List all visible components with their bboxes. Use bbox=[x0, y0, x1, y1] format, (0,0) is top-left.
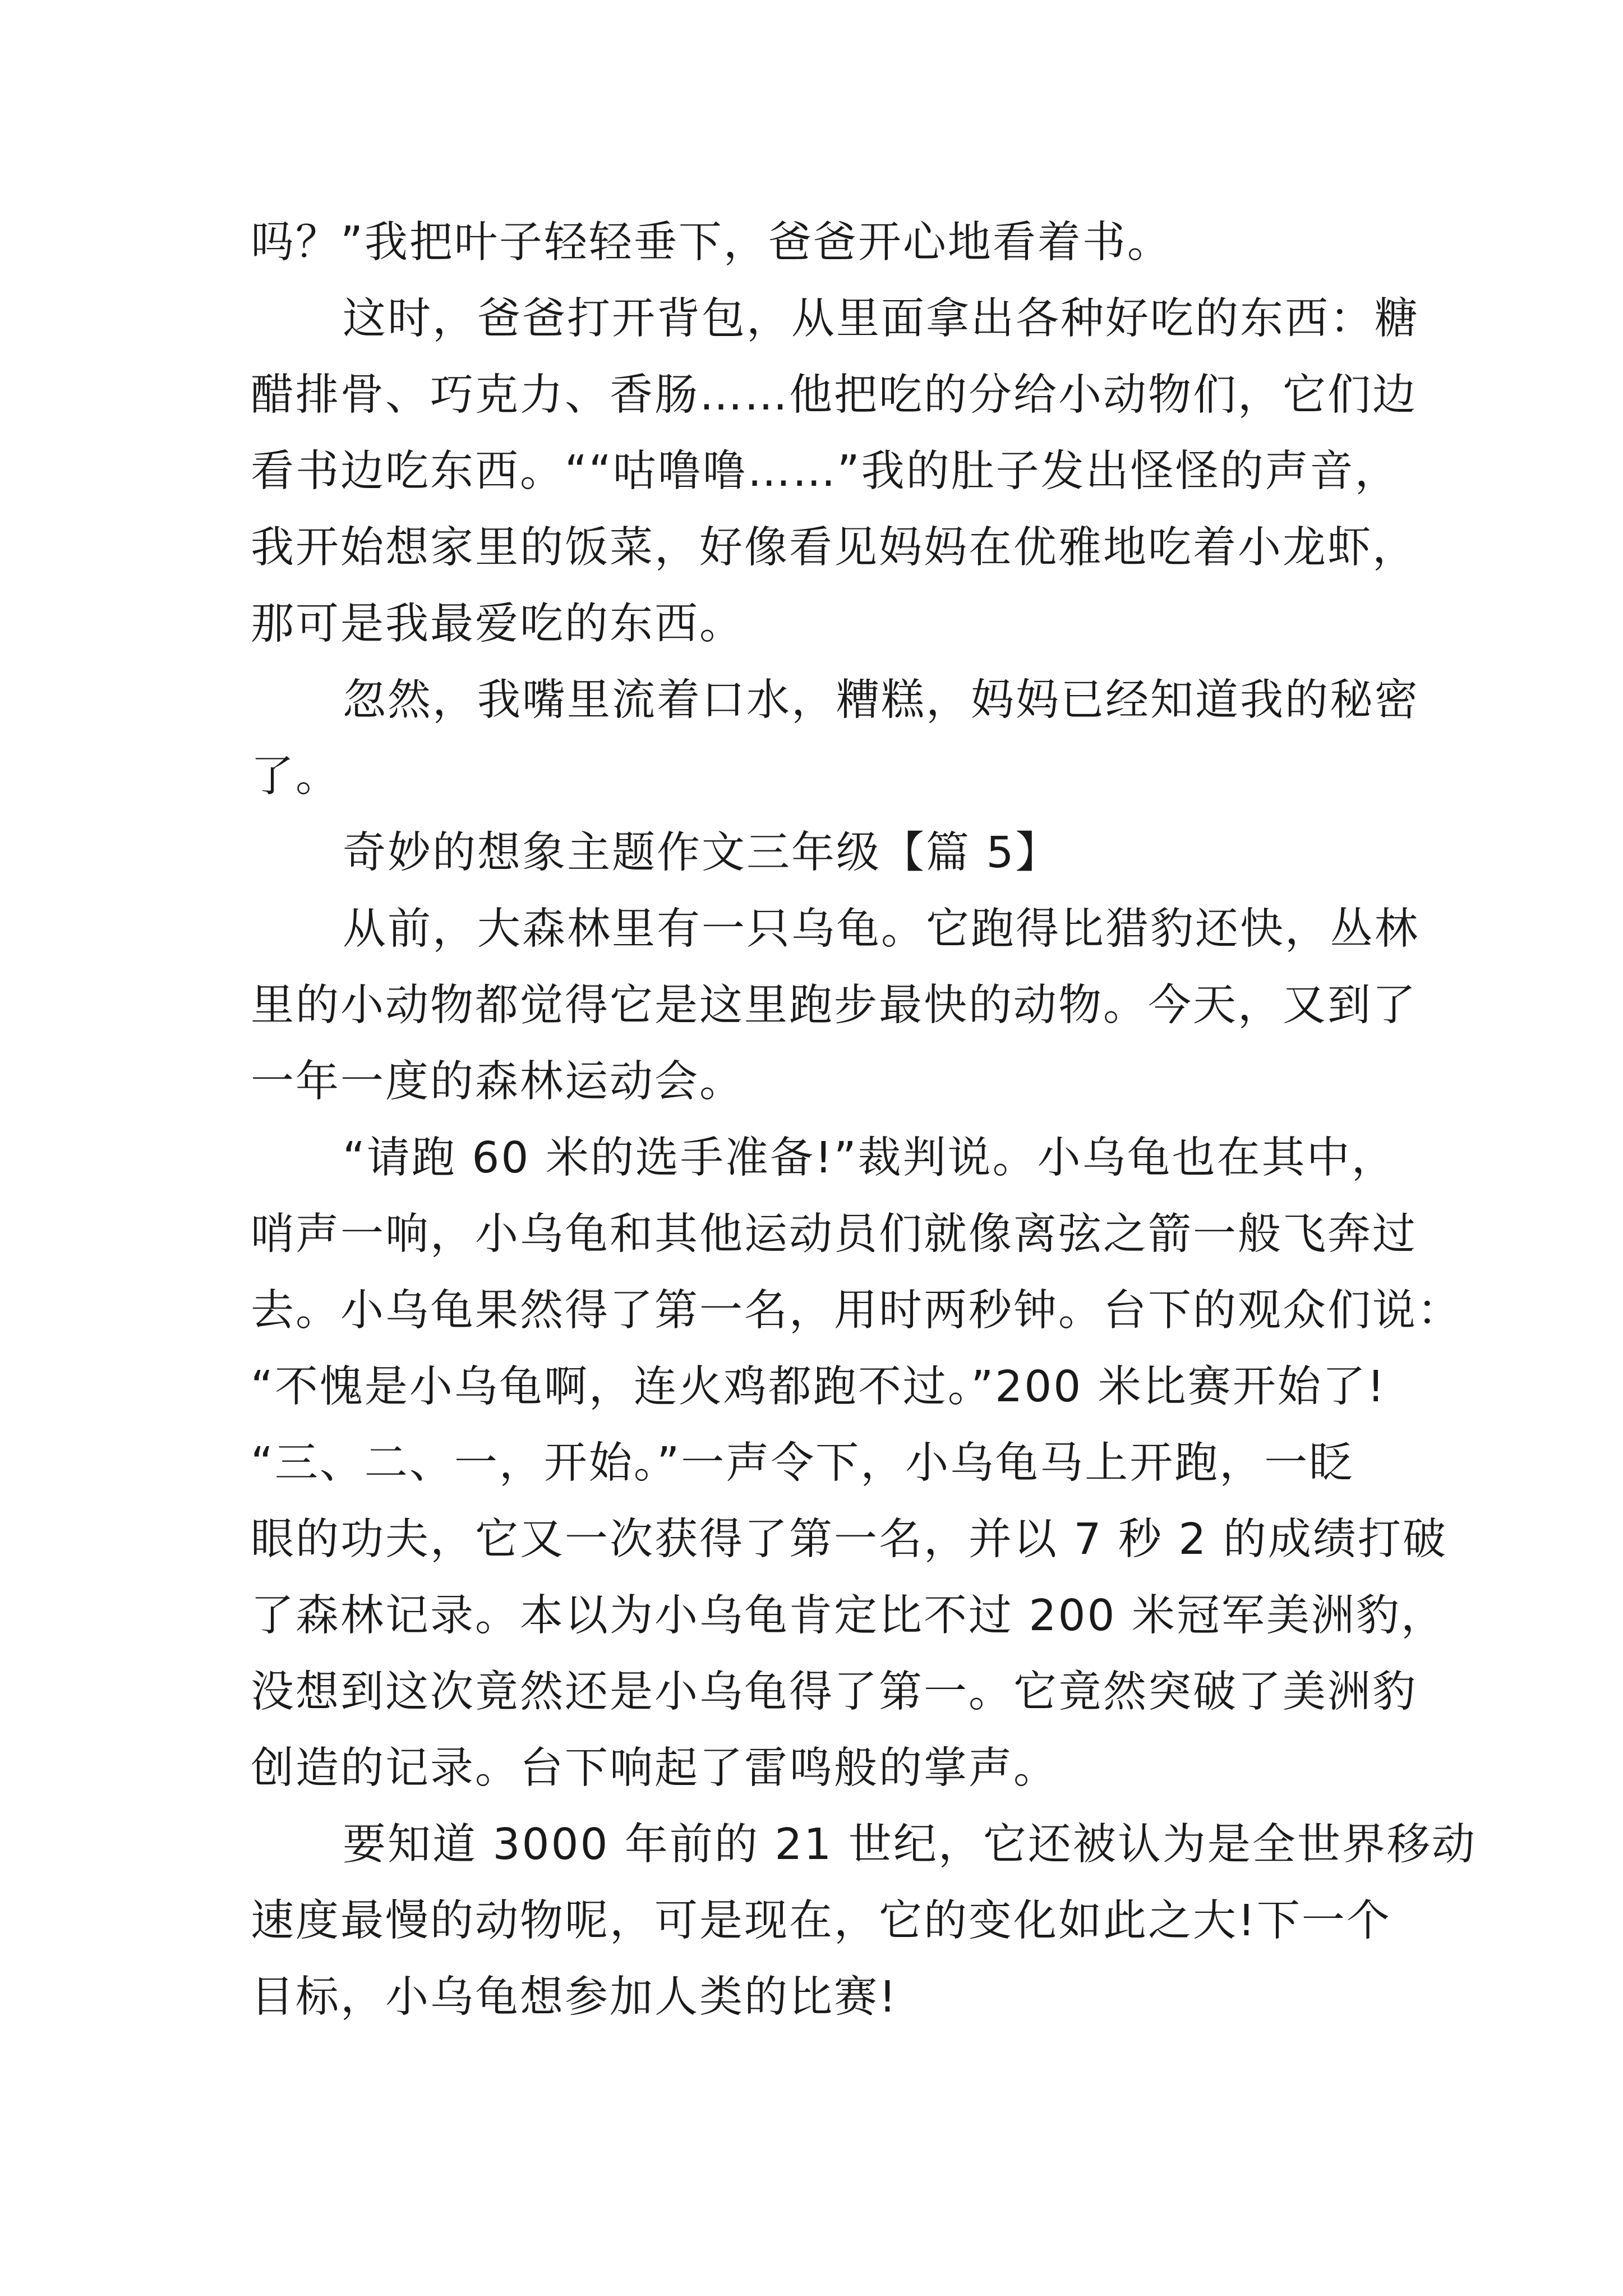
document-body bbox=[251, 205, 1477, 2036]
text-line: 速度最慢的动物呢，可是现在，它的变化如此之大!下一个 bbox=[251, 1896, 1391, 1946]
text-line: “不愧是小乌龟啊，连火鸡都跑不过。”200 米比赛开始了! bbox=[251, 1362, 1386, 1412]
paragraph bbox=[251, 281, 1419, 662]
text-line: 吗？”我把叶子轻轻垂下，爸爸开心地看着书。 bbox=[251, 218, 1172, 268]
section-heading bbox=[251, 815, 1400, 891]
text-line: “请跑 60 米的选手准备!”裁判说。小乌龟也在其中， bbox=[343, 1133, 1396, 1183]
text-line: 这时，爸爸打开背包，从里面拿出各种好吃的东西：糖 bbox=[343, 294, 1419, 344]
paragraph bbox=[251, 205, 1400, 281]
text-line: “三、二、一，开始。”一声令下，小乌龟马上开跑，一眨 bbox=[251, 1438, 1354, 1488]
text-line: 眼的功夫，它又一次获得了第一名，并以 7 秒 2 的成绩打破 bbox=[251, 1515, 1447, 1565]
text-line: 哨声一响，小乌龟和其他运动员们就像离弦之箭一般飞奔过 bbox=[251, 1209, 1417, 1259]
text-line: 没想到这次竟然还是小乌龟得了第一。它竟然突破了美洲豹 bbox=[251, 1667, 1417, 1717]
paragraph bbox=[251, 662, 1419, 815]
text-line: 要知道 3000 年前的 21 世纪，它还被认为是全世界移动 bbox=[343, 1820, 1477, 1870]
text-line: 醋排骨、巧克力、香肠……他把吃的分给小动物们，它们边 bbox=[251, 370, 1417, 420]
paragraph bbox=[251, 1807, 1477, 2036]
paragraph bbox=[251, 1120, 1462, 1807]
text-line: 我开始想家里的饭菜，好像看见妈妈在优雅地吃着小龙虾， bbox=[251, 523, 1417, 573]
text-line: 创造的记录。台下响起了雷鸣般的掌声。 bbox=[251, 1743, 1058, 1793]
text-line: 一年一度的森林运动会。 bbox=[251, 1057, 744, 1107]
text-line: 忽然，我嘴里流着口水，糟糕，妈妈已经知道我的秘密 bbox=[343, 675, 1419, 725]
text-line: 去。小乌龟果然得了第一名，用时两秒钟。台下的观众们说： bbox=[251, 1286, 1462, 1336]
text-line: 了。 bbox=[251, 752, 340, 802]
text-line: 了森林记录。本以为小乌龟肯定比不过 200 米冠军美洲豹， bbox=[251, 1591, 1446, 1641]
paragraph bbox=[251, 891, 1419, 1120]
text-line: 目标，小乌龟想参加人类的比赛! bbox=[251, 1972, 898, 2022]
text-line: 从前，大森林里有一只乌龟。它跑得比猎豹还快，丛林 bbox=[343, 904, 1419, 954]
heading-text: 奇妙的想象主题作文三年级【篇 5】 bbox=[343, 828, 1061, 878]
text-line: 那可是我最爱吃的东西。 bbox=[251, 599, 744, 649]
text-line: 看书边吃东西。““咕噜噜……”我的肚子发出怪怪的声音， bbox=[251, 447, 1400, 496]
text-line: 里的小动物都觉得它是这里跑步最快的动物。今天，又到了 bbox=[251, 981, 1417, 1030]
